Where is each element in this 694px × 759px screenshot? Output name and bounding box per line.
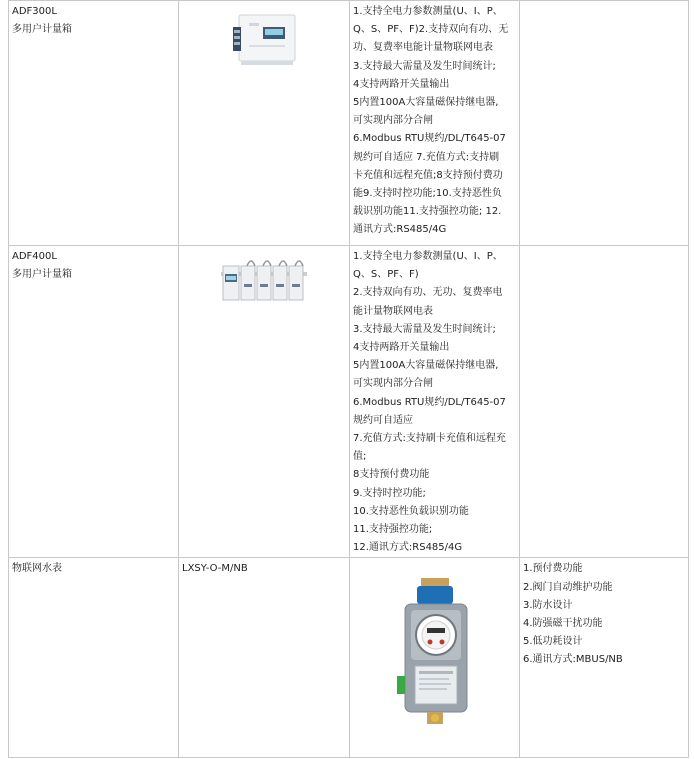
feature-line: 能计量物联网电表 xyxy=(353,305,433,317)
product-cell xyxy=(9,558,179,758)
product-name: 多用户计量箱 xyxy=(12,269,72,281)
product-features-cell xyxy=(350,246,520,558)
feature-line: 8支持预付费功能 xyxy=(353,469,430,481)
feature-line: 6.通讯方式:MBUS/NB xyxy=(523,654,623,666)
feature-line: 10.支持恶性负载识别功能 xyxy=(353,505,469,517)
feature-line: 1.预付费功能 xyxy=(523,563,583,575)
feature-line: 7.充值方式:支持刷卡充值和远程充 xyxy=(353,433,506,445)
feature-line: 能9.支持时控功能;10.支持恶性负 xyxy=(353,188,502,200)
feature-line: 4支持两路开关量输出 xyxy=(353,342,450,354)
table-row xyxy=(9,1,689,246)
product-image-cell xyxy=(179,1,350,246)
feature-line: 可实现内部分合闸 xyxy=(353,115,433,127)
adf300l-meter-box-image xyxy=(229,11,299,67)
empty-cell xyxy=(520,246,689,558)
feature-line: 6.Modbus RTU规约/DL/T645-07 xyxy=(353,396,506,408)
feature-line: 12.通讯方式:RS485/4G xyxy=(353,542,463,554)
feature-line: 规约可自适应 xyxy=(353,414,413,426)
feature-line: 11.支持强控功能; xyxy=(353,524,433,536)
feature-line: 4.防强磁干扰功能 xyxy=(523,618,603,630)
product-model: 物联网水表 xyxy=(12,563,62,575)
feature-line: Q、S、PF、F)2.支持双向有功、无 xyxy=(353,24,509,36)
feature-line: 5内置100A大容量磁保持继电器, xyxy=(353,97,499,109)
feature-line: 可实现内部分合闸 xyxy=(353,378,433,390)
table-row xyxy=(9,558,689,758)
product-model-cell xyxy=(179,558,350,758)
feature-line: 载识别功能11.支持强控功能; 12. xyxy=(353,206,502,218)
feature-line: 1.支持全电力参数测量(U、I、P、 xyxy=(353,251,503,262)
feature-line: 9.支持时控功能; xyxy=(353,487,426,499)
product-cell xyxy=(9,1,179,246)
feature-line: 3.支持最大需量及发生时间统计; xyxy=(353,323,496,335)
product-model: ADF400L xyxy=(12,251,57,262)
water-meter-image xyxy=(385,576,485,726)
feature-line: 2.阀门自动维护功能 xyxy=(523,581,613,593)
feature-line: 1.支持全电力参数测量(U、I、P、 xyxy=(353,6,503,17)
feature-line: 卡充值和远程充值;8支持预付费功 xyxy=(353,169,503,181)
feature-line: 4支持两路开关量输出 xyxy=(353,78,450,90)
feature-line: 通讯方式:RS485/4G xyxy=(353,224,447,236)
product-image-cell xyxy=(350,558,520,758)
product-spec-table xyxy=(8,0,689,758)
feature-line: 2.支持双向有功、无功、复费率电 xyxy=(353,287,503,299)
product-cell xyxy=(9,246,179,558)
product-model-number: LXSY-O-M/NB xyxy=(182,563,248,575)
feature-line: 3.防水设计 xyxy=(523,599,573,611)
feature-line: 3.支持最大需量及发生时间统计; xyxy=(353,60,496,72)
feature-line: 6.Modbus RTU规约/DL/T645-07 xyxy=(353,133,506,145)
water-meter-features-cell xyxy=(520,558,689,758)
feature-line: 功、复费率电能计量物联网电表 xyxy=(353,42,493,54)
product-name: 多用户计量箱 xyxy=(12,24,72,36)
product-image-cell xyxy=(179,246,350,558)
table-row xyxy=(9,246,689,558)
feature-line: 规约可自适应 7.充值方式:支持刷 xyxy=(353,151,500,163)
feature-line: 值; xyxy=(353,451,367,463)
adf400l-meter-modules-image xyxy=(219,254,309,306)
product-features-cell xyxy=(350,1,520,246)
feature-line: 5内置100A大容量磁保持继电器, xyxy=(353,360,499,372)
feature-line: Q、S、PF、F) xyxy=(353,269,419,281)
feature-line: 5.低功耗设计 xyxy=(523,636,583,648)
empty-cell xyxy=(520,1,689,246)
product-model: ADF300L xyxy=(12,6,57,17)
